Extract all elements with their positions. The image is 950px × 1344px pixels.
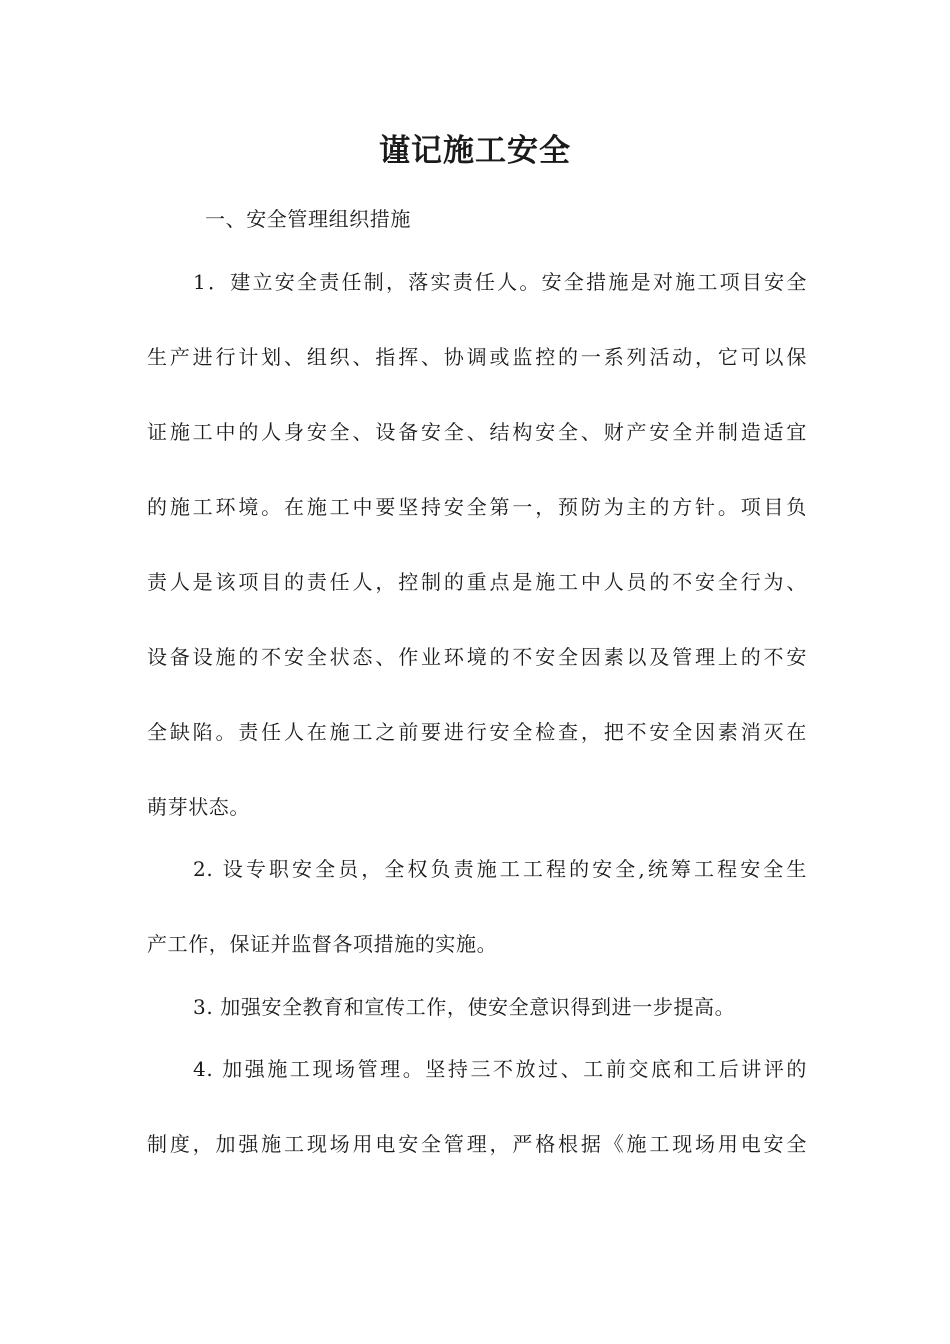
paragraph-1-line-2: 生产进行计划、组织、指挥、协调或监控的一系列活动，它可以保	[147, 345, 807, 369]
paragraph-4-line-2: 制度，加强施工现场用电安全管理，严格根据《施工现场用电安全	[147, 1132, 807, 1156]
paragraph-4-line-1: 4. 加强施工现场管理。坚持三不放过、工前交底和工后讲评的	[193, 1057, 807, 1081]
paragraph-1-line-8: 萌芽状态。	[147, 795, 250, 819]
paragraph-2-line-1: 2. 设专职安全员，全权负责施工工程的安全,统筹工程安全生	[193, 857, 807, 881]
paragraph-1-line-4: 的施工环境。在施工中要坚持安全第一，预防为主的方针。项目负	[147, 495, 807, 519]
document-title: 谨记施工安全	[379, 133, 571, 169]
paragraph-1-line-5: 责人是该项目的责任人，控制的重点是施工中人员的不安全行为、	[147, 570, 807, 594]
paragraph-2-line-2: 产工作，保证并监督各项措施的实施。	[147, 932, 498, 956]
paragraph-3-line-1: 3. 加强安全教育和宣传工作，使安全意识得到进一步提高。	[193, 995, 736, 1019]
section-heading: 一、安全管理组织措施	[205, 207, 411, 231]
paragraph-1-line-6: 设备设施的不安全状态、作业环境的不安全因素以及管理上的不安	[147, 645, 807, 669]
paragraph-1-line-7: 全缺陷。责任人在施工之前要进行安全检查，把不安全因素消灭在	[147, 720, 807, 744]
paragraph-1-line-3: 证施工中的人身安全、设备安全、结构安全、财产安全并制造适宜	[147, 420, 807, 444]
paragraph-1-line-1: 1．建立安全责任制，落实责任人。安全措施是对施工项目安全	[193, 270, 807, 294]
